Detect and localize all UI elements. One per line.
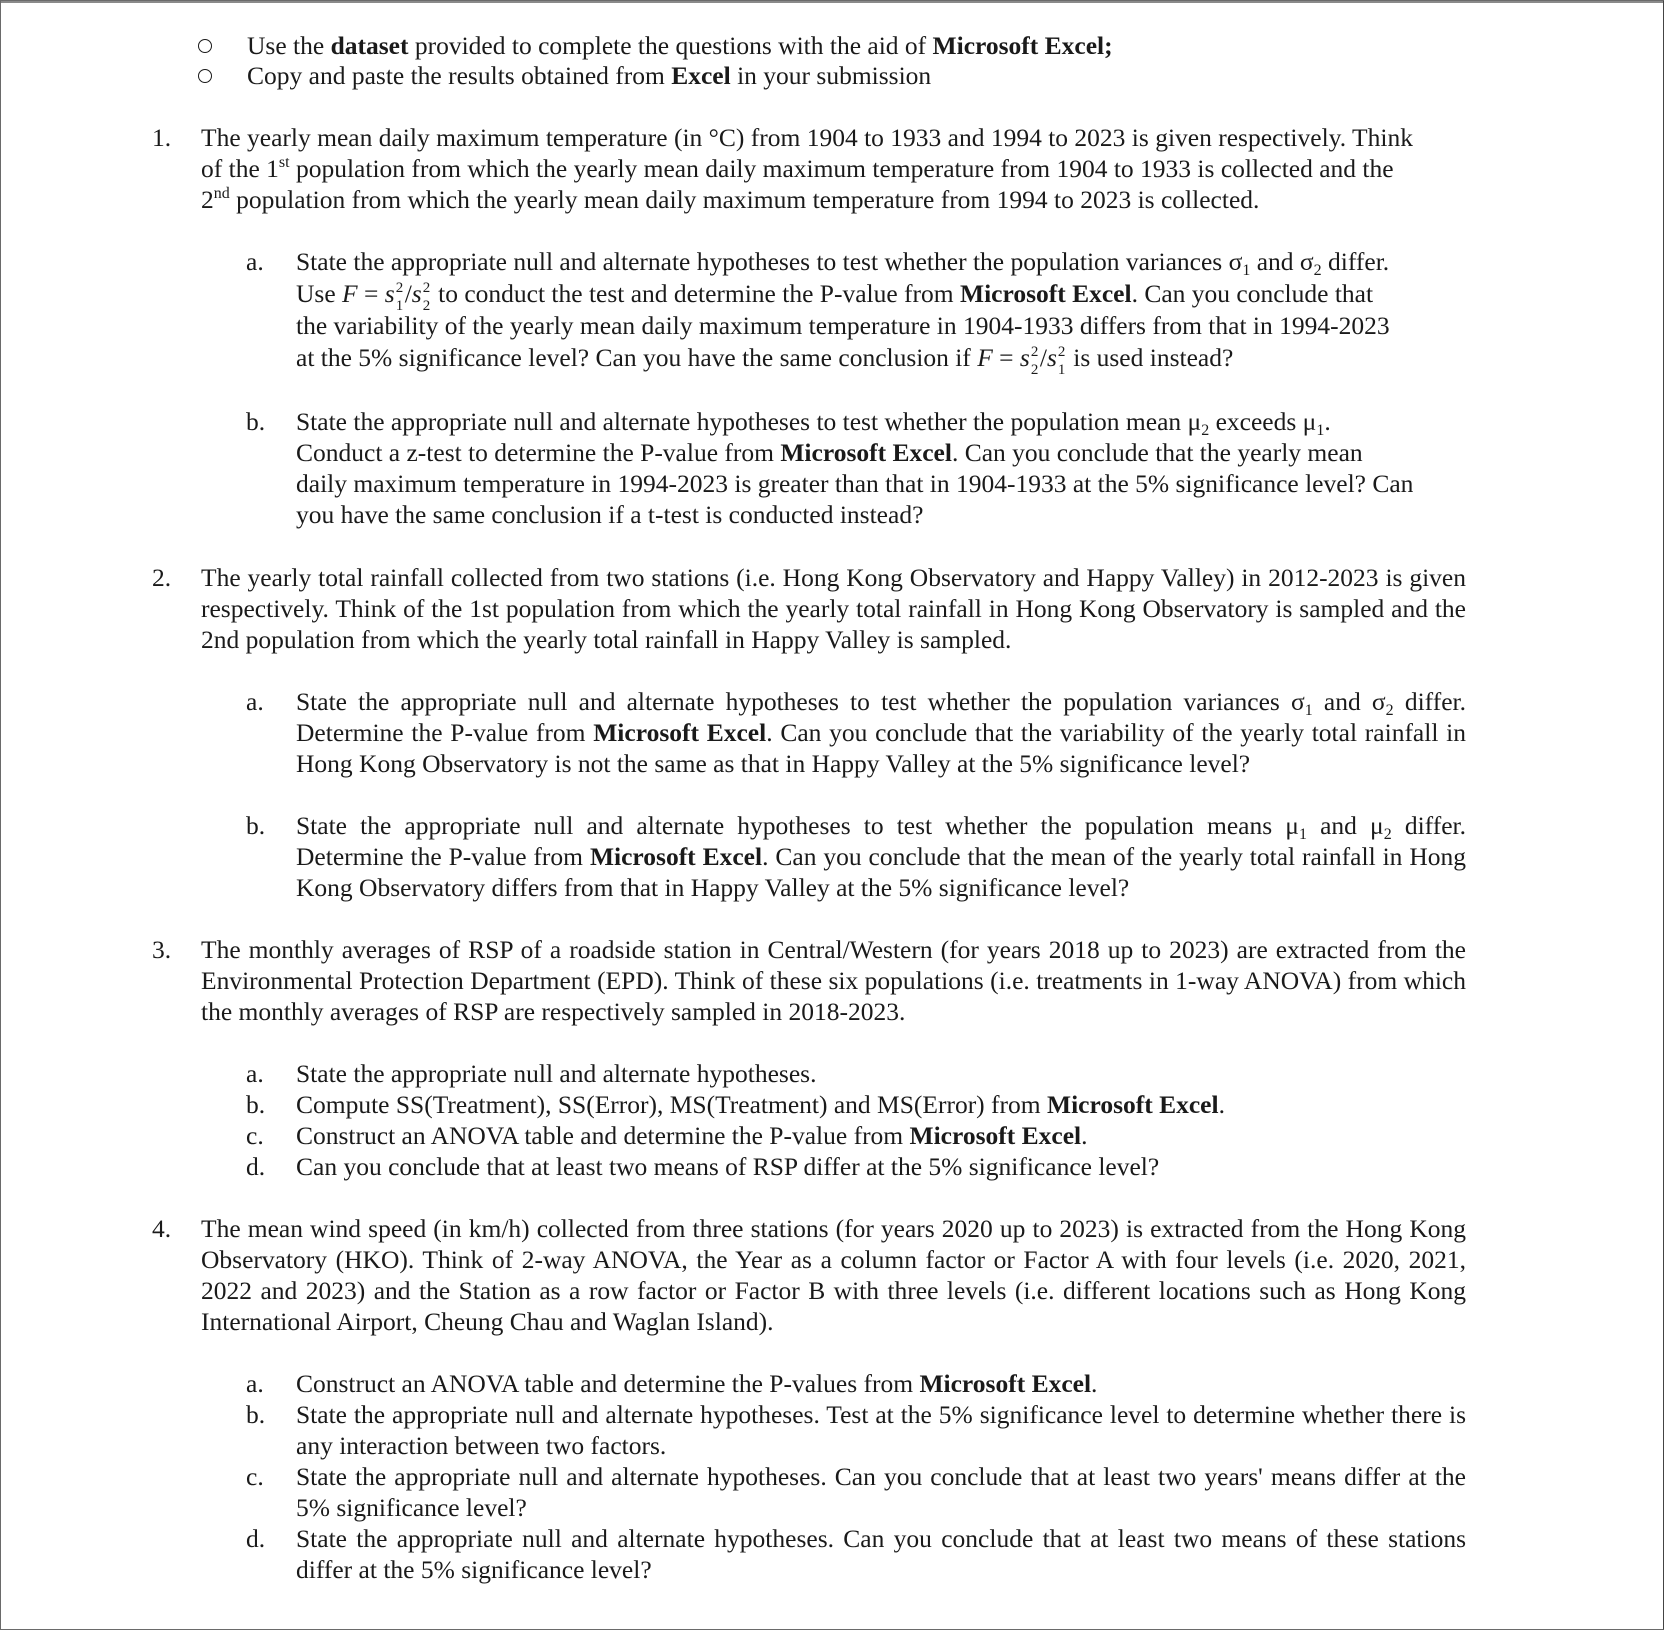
- question-number: 2.: [152, 563, 172, 592]
- sub-question-letter: a.: [246, 1059, 264, 1088]
- question-text: The yearly total rainfall collected from two stations (i.e. Hong Kong Observatory and Happy Valley) in 2012-2023 is given respectively. Think of the 1st population from which the yearly total rainfall in Hong Kong Observatory is sampled and the 2nd population from which the yearly total rainfall in Happy Valley is sampled.: [201, 563, 1466, 654]
- sub-question-text: Construct an ANOVA table and determine the P-values from Microsoft Excel.: [296, 1369, 1098, 1398]
- hollow-circle-bullet-icon: [198, 39, 212, 53]
- sub-question-letter: d.: [246, 1524, 266, 1553]
- sub-question-letter: b.: [246, 811, 266, 840]
- sub-question-letter: b.: [246, 407, 266, 436]
- sub-question-text: State the appropriate null and alternate hypotheses.: [296, 1059, 817, 1088]
- sub-question-text: State the appropriate null and alternate hypotheses to test whether the population means $\mu_1$ and $\mu_2$ differ. Determine the P-value from Microsoft Excel. Can you conclude that the mean of the yearly total rainfall in Hong Kong Observatory differs from that in Happy Valley at the 5% significance level?: [296, 811, 1467, 902]
- sub-question-letter: d.: [246, 1152, 266, 1181]
- sub-question-text: Construct an ANOVA table and determine the P-value from Microsoft Excel.: [296, 1121, 1088, 1150]
- question-number: 3.: [152, 935, 172, 964]
- sub-question-letter: b.: [246, 1400, 266, 1429]
- sub-question-letter: c.: [246, 1462, 264, 1491]
- sub-question-letter: a.: [246, 1369, 264, 1398]
- question-number: 1.: [152, 123, 172, 152]
- sub-question-letter: a.: [246, 687, 264, 716]
- sub-question-text: State the appropriate null and alternate hypotheses. Can you conclude that at least two years' means differ at the 5% significance level?: [296, 1462, 1466, 1522]
- question-text: The yearly mean daily maximum temperature (in °C) from 1904 to 1933 and 1994 to 2023 is given respectively. Think of the 1st population from which the yearly mean daily maximum temperature from 1904 to 1933 is collected and the 2nd population from which the yearly mean daily maximum temperature from 1994 to 2023 is collected.: [201, 123, 1413, 214]
- sub-question-text: State the appropriate null and alternate hypotheses to test whether the population variances $\sigma_1$ and $\sigma_2$ differ. Determine the P-value from Microsoft Excel. Can you conclude that the variability of the yearly total rainfall in Hong Kong Observatory is not the same as that in Happy Valley at the 5% significance level?: [296, 687, 1467, 778]
- question-text: The mean wind speed (in km/h) collected from three stations (for years 2020 up to 2023) is extracted from the Hong Kong Observatory (HKO). Think of 2-way ANOVA, the Year as a column factor or Factor A with four levels (i.e. 2020, 2021, 2022 and 2023) and the Station as a row factor or Factor B with three levels (i.e. different locations such as Hong Kong International Airport, Cheung Chau and Waglan Island).: [201, 1214, 1466, 1336]
- sub-question-text: Compute SS(Treatment), SS(Error), MS(Treatment) and MS(Error) from Microsoft Excel.: [296, 1090, 1225, 1119]
- sub-question-letter: a.: [246, 247, 264, 276]
- question-text: The monthly averages of RSP of a roadside station in Central/Western (for years 2018 up to 2023) are extracted from the Environmental Protection Department (EPD). Think of these six populations (i.e. treatments in 1-way ANOVA) from which the monthly averages of RSP are respectively sampled in 2018-2023.: [201, 935, 1466, 1026]
- sub-question-text: State the appropriate null and alternate hypotheses. Test at the 5% significance level to determine whether there is any interaction between two factors.: [296, 1400, 1466, 1460]
- sub-question-text: State the appropriate null and alternate hypotheses. Can you conclude that at least two means of these stations differ at the 5% significance level?: [296, 1524, 1466, 1584]
- sub-question-letter: b.: [246, 1090, 266, 1119]
- hollow-circle-bullet-icon: [198, 69, 212, 83]
- sub-question-text: Can you conclude that at least two means of RSP differ at the 5% significance level?: [296, 1152, 1160, 1181]
- sub-question-text: State the appropriate null and alternate hypotheses to test whether the population variances $\sigma_1$ and $\sigma_2$ differ. Use F = s 2 1 /s 2 2 to conduct the test and determine the P-value from Microsoft Excel. Can you conclude that the variability of the yearly mean daily maximum temperature in 1904-1933 differs from that in 1994-2023 at the 5% significance level? Can you have the same conclusion if F = s 2 2 /s 2 1 is used instead?: [296, 247, 1390, 378]
- f-statistic-formula: F = s 2 2 /s 2 1: [977, 343, 1066, 378]
- sub-question-text: State the appropriate null and alternate hypotheses to test whether the population mean $\mu_2$ exceeds $\mu_1$. Conduct a z-test to determine the P-value from Microsoft Excel. Can you conclude that the yearly mean daily maximum temperature in 1994-2023 is greater than that in 1904-1933 at the 5% significance level? Can you have the same conclusion if a t-test is conducted instead?: [296, 407, 1414, 529]
- question-number: 4.: [152, 1214, 172, 1243]
- f-statistic-formula: F = s 2 1 /s 2 2: [342, 279, 431, 314]
- sub-question-letter: c.: [246, 1121, 264, 1150]
